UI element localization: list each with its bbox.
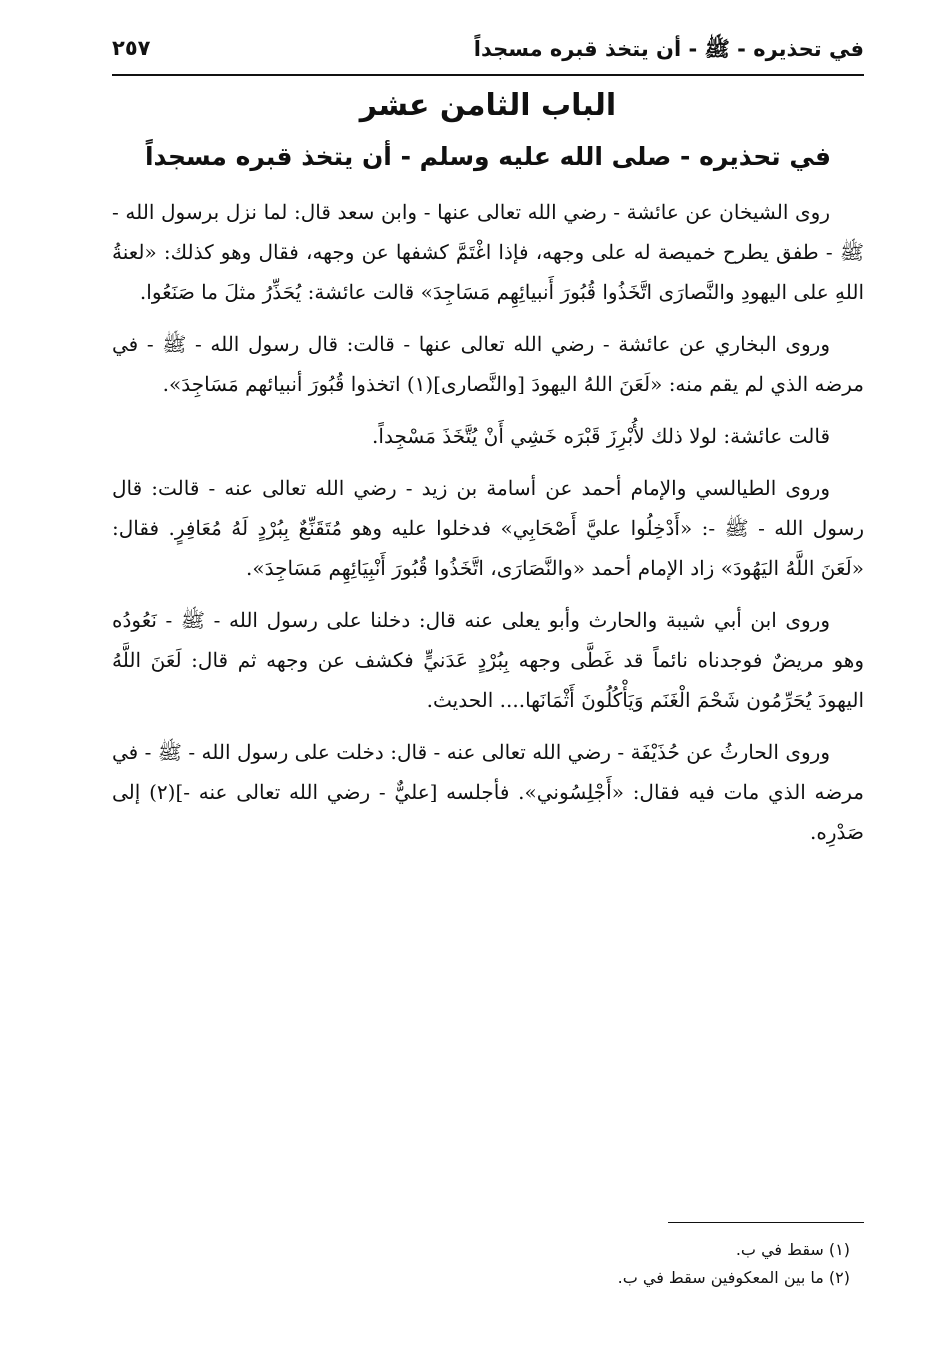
body-text [112,192,864,864]
running-header [112,32,864,76]
footnotes [112,1236,864,1292]
footnote: (٢) ما بين المعكوفين سقط في ب. [617,1268,850,1287]
paragraph: وروى ابن أبي شيبة والحارث وأبو يعلى عنه قال: دخلنا على رسول الله - ﷺ - نَعُودُه وهو مريضٌ فوجدناه نائماً قد غَطَّى وجهه بِبُرْدٍ عَدَنيٍّ فكشف عن وجهه ثم قال: لَعَنَ اللَّهُ اليهودَ يُحَرِّمُون شَحْمَ الْغَنَم وَيَأْكُلُونَ أَثْمَانَها.... الحديث. [112,608,864,712]
paragraph: روى الشيخان عن عائشة - رضي الله تعالى عنها - وابن سعد قال: لما نزل برسول الله - ﷺ - طفق يطرح خميصة له على وجهه، فإذا اغْتَمَّ كشفها عن وجهه، فقال وهو كذلك: «لعنةُ اللهِ على اليهودِ والنَّصارَى اتَّخَذُوا قُبُورَ أَنبيائِهِم مَسَاجِدَ» قالت عائشة: يُحَذِّرُ مثلَ ما صَنَعُوا. [112,200,864,304]
paragraph: وروى البخاري عن عائشة - رضي الله تعالى عنها - قالت: قال رسول الله - ﷺ - في مرضه الذي لم يقم منه: «لَعَنَ اللهُ اليهودَ [والنَّصارى](١) اتخذوا قُبُورَ أنبيائهم مَسَاجِدَ». [112,332,864,396]
running-title: في تحذيره - ﷺ - أن يتخذ قبره مسجداً [473,37,864,61]
chapter-subtitle: في تحذيره - صلى الله عليه وسلم - أن يتخذ قبره مسجداً [144,142,832,171]
page-number: ٢٥٧ [112,36,151,60]
footnote-divider [668,1222,864,1223]
chapter-title: الباب الثامن عشر [359,88,617,123]
paragraph: قالت عائشة: لولا ذلك لأُبْرِزَ قَبْرَه خَشِي أَنْ يُتَّخَذَ مَسْجِداً. [372,424,830,448]
paragraph: وروى الحارثُ عن حُذَيْفَة - رضي الله تعالى عنه - قال: دخلت على رسول الله - ﷺ - في مرضه الذي مات فيه فقال: «أَجْلِسُوني». فأجلسه [عليٌّ - رضي الله تعالى عنه -](٢) إلى صَدْرِه. [112,740,864,844]
paragraph: وروى الطيالسي والإمام أحمد عن أسامة بن زيد - رضي الله تعالى عنه - قالت: قال رسول الله - ﷺ -: «أَدْخِلُوا عليَّ أَصْحَابِي» فدخلوا عليه وهو مُتَقَنِّعٌ بِبُرْدٍ لَهُ مُعَافِرٍ. فقال: «لَعَنَ اللَّهُ اليَهُودَ» زاد الإمام أحمد «والنَّصَارَى، اتَّخَذُوا قُبُورَ أَنْبِيَائِهِم مَسَاجِدَ». [112,476,864,580]
footnote: (١) سقط في ب. [735,1240,850,1259]
